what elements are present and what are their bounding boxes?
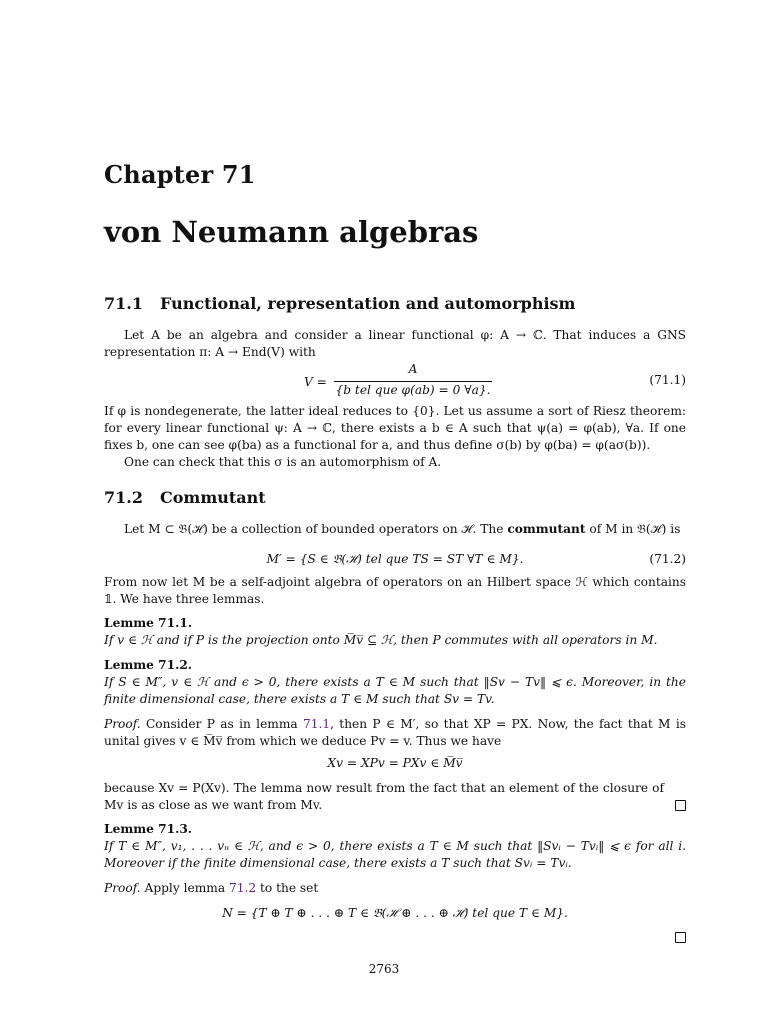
lemma-heading: Lemme 71.1. — [104, 616, 193, 630]
lemma-heading: Lemme 71.2. — [104, 658, 193, 672]
equation-number: (71.2) — [649, 552, 686, 566]
equation — [104, 906, 686, 928]
section-heading-71-1 — [104, 294, 575, 313]
lemma-statement: If S ∈ M″, v ∈ ℋ and ϵ > 0, there exists a T ∈ M such that ‖Sv − Tv‖ ⩽ ϵ. Moreover, in the finite dimensional case, there exists a T ∈ M such that Sv = Tv. — [104, 675, 686, 706]
paragraph: because Xv = P(Xv). The lemma now result from the fact that an element of the closure of Mv is as close as we want from Mv. — [104, 781, 664, 812]
fraction-bar — [334, 381, 492, 382]
text-run: to the set — [256, 881, 319, 895]
fraction-numerator: A — [408, 362, 418, 376]
term-commutant: commutant — [507, 522, 586, 536]
equation-71-1 — [104, 362, 686, 400]
text-run: Apply lemma — [140, 881, 229, 895]
section-title: Functional, representation and automorphism — [160, 294, 576, 313]
paragraph: From now let M be a self-adjoint algebra of operators on an Hilbert space ℋ which contains 𝟙. We have three lemmas. — [104, 575, 686, 606]
paragraph: One can check that this σ is an automorphism of A. — [124, 455, 442, 469]
lemma-heading: Lemme 71.3. — [104, 822, 193, 836]
paragraph: If φ is nondegenerate, the latter ideal reduces to {0}. Let us assume a sort of Riesz theorem: for every linear functional ψ: A → ℂ, there exists a b ∈ A such that ψ(a) = φ(ab), ∀a. If one fixes b, one can see φ(ba) as a functional for a, and thus define σ(b) by φ(ba) = φ(aσ(b)). — [104, 404, 686, 452]
lemma-statement: If v ∈ ℋ and if P is the projection onto M̅v̅ ⊆ ℋ, then P commutes with all operators in M. — [104, 633, 658, 647]
qed-icon — [675, 800, 686, 811]
text-run: Let M ⊂ 𝔅(ℋ) be a collection of bounded operators on ℋ. The — [124, 522, 508, 536]
lemma-link[interactable]: 71.1 — [302, 717, 331, 731]
paragraph — [104, 521, 686, 538]
equation — [104, 756, 686, 778]
equation-number: (71.1) — [649, 373, 686, 387]
qed-icon — [675, 932, 686, 943]
proof-paragraph — [104, 716, 686, 750]
section-number: 71.1 — [104, 294, 143, 313]
equation-body: N = {T ⊕ T ⊕ . . . ⊕ T ∈ 𝔅(ℋ ⊕ . . . ⊕ ℋ) tel que T ∈ M}. — [222, 906, 568, 920]
lemma-statement: If T ∈ M″, v₁, . . . vₙ ∈ ℋ, and ϵ > 0, there exists a T ∈ M such that ‖Svᵢ − Tvᵢ‖ ⩽ ϵ for all i. Moreover if the finite dimensional case, there exists a T such that Svᵢ = Tvᵢ. — [104, 839, 686, 870]
section-heading-71-2 — [104, 488, 266, 507]
chapter-title: von Neumann algebras — [104, 215, 479, 249]
equation-body: M′ = {S ∈ 𝔅(ℋ) tel que TS = ST ∀T ∈ M}. — [266, 552, 524, 566]
paragraph: Let A be an algebra and consider a linear functional φ: A → ℂ. That induces a GNS representation π: A → End(V) with — [104, 328, 686, 359]
fraction-denominator: {b tel que φ(ab) = 0 ∀a}. — [335, 383, 491, 397]
lemma-link[interactable]: 71.2 — [228, 881, 257, 895]
text-run: Consider P as in lemma — [140, 717, 303, 731]
section-title: Commutant — [160, 488, 266, 507]
equation-body: Xv = XPv = PXv ∈ M̅v̅ — [327, 756, 463, 770]
text-run: , then P ∈ M′, so that XP = PX. Now, the fact that M is unital gives v ∈ M̅v̅ from which we deduce Pv = v. Thus we have — [104, 717, 686, 748]
text-run: of M in 𝔅(ℋ) is — [585, 522, 681, 536]
chapter-label: Chapter 71 — [104, 160, 256, 189]
proof-label: Proof. — [104, 717, 141, 731]
proof-paragraph — [104, 880, 686, 897]
equation-71-2 — [104, 552, 686, 574]
proof-label: Proof. — [104, 881, 141, 895]
page-number: 2763 — [368, 962, 400, 976]
equation-lhs: V = — [304, 375, 327, 389]
section-number: 71.2 — [104, 488, 143, 507]
